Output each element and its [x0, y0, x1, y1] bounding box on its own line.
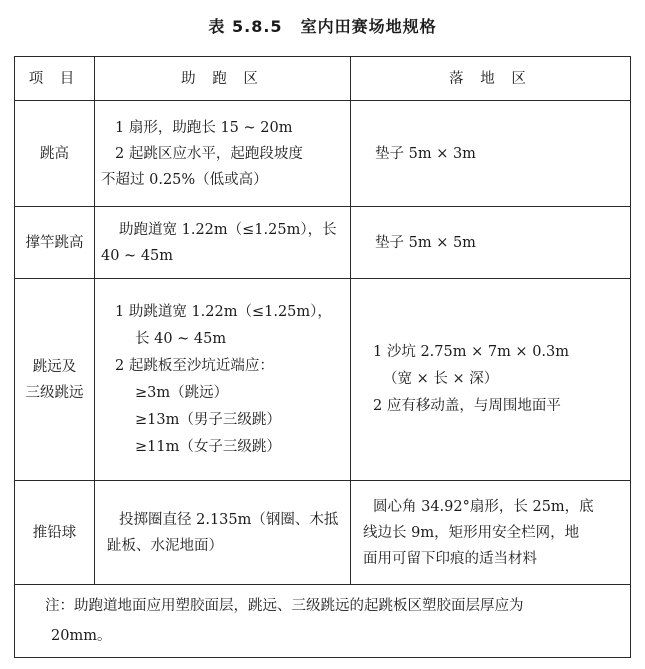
table-caption: 室内田赛场地规格 [300, 17, 437, 36]
runway-line: 2 起跳板至沙坑近端应： [115, 357, 274, 374]
table-row [15, 279, 631, 481]
row-item-line: 三级跳远 [25, 384, 84, 401]
note-cell [15, 585, 631, 658]
landing-cell [351, 481, 631, 585]
runway-line: ≥11m（女子三级跳） [135, 438, 281, 455]
spec-table [14, 56, 631, 658]
landing-cell [351, 207, 631, 279]
landing-line: 垫子 5m × 5m [375, 234, 476, 251]
runway-line: 2 起跳区应水平，起跑段坡度 [115, 145, 303, 162]
runway-cell [95, 101, 351, 207]
runway-cell [95, 279, 351, 481]
landing-line: （宽 × 长 × 深） [383, 371, 499, 387]
table-row [15, 481, 631, 585]
table-title [0, 14, 645, 37]
landing-line: 2 应有移动盖，与周围地面平 [373, 398, 561, 414]
row-item-line: 跳远及 [32, 358, 77, 375]
header-row [15, 57, 631, 101]
runway-line: 趾板、水泥地面） [107, 537, 223, 554]
landing-cell [351, 279, 631, 481]
landing-line: 垫子 5m × 3m [375, 145, 476, 162]
row-item: 撑竿跳高 [15, 207, 95, 279]
row-item [15, 279, 95, 481]
note-line: 注：助跑道地面应用塑胶面层，跳远、三级跳远的起跳板区塑胶面层厚应为 [45, 598, 524, 614]
runway-line: ≥13m（男子三级跳） [135, 411, 281, 428]
runway-line: ≥3m（跳远） [135, 384, 229, 401]
header-runway: 助 跑 区 [95, 57, 351, 101]
row-item: 跳高 [15, 101, 95, 207]
runway-cell [95, 481, 351, 585]
table-number: 表 5.8.5 [208, 17, 283, 36]
runway-line: 助跑道宽 1.22m（≤1.25m），长 [119, 221, 337, 238]
landing-line: 1 沙坑 2.75m × 7m × 0.3m [373, 344, 569, 360]
runway-line: 1 助跳道宽 1.22m（≤1.25m）， [115, 303, 332, 320]
runway-line: 不超过 0.25%（低或高） [101, 171, 268, 188]
runway-line: 投掷圈直径 2.135m（钢圈、木抵 [119, 511, 339, 528]
runway-line: 1 扇形，助跑长 15 ~ 20m [115, 119, 293, 136]
landing-line: 面用可留下印痕的适当材料 [363, 550, 537, 567]
header-landing: 落 地 区 [351, 57, 631, 101]
runway-line: 长 40 ~ 45m [135, 330, 227, 347]
landing-line: 圆心角 34.92°扇形，长 25m，底 [373, 498, 594, 515]
table-row [15, 101, 631, 207]
header-item: 项 目 [15, 57, 95, 101]
landing-line: 线边长 9m，矩形用安全栏网，地 [363, 524, 580, 541]
runway-cell [95, 207, 351, 279]
landing-cell [351, 101, 631, 207]
note-line: 20mm。 [51, 628, 112, 644]
runway-line: 40 ~ 45m [101, 247, 174, 264]
table-row [15, 207, 631, 279]
row-item: 推铅球 [15, 481, 95, 585]
note-row [15, 585, 631, 658]
